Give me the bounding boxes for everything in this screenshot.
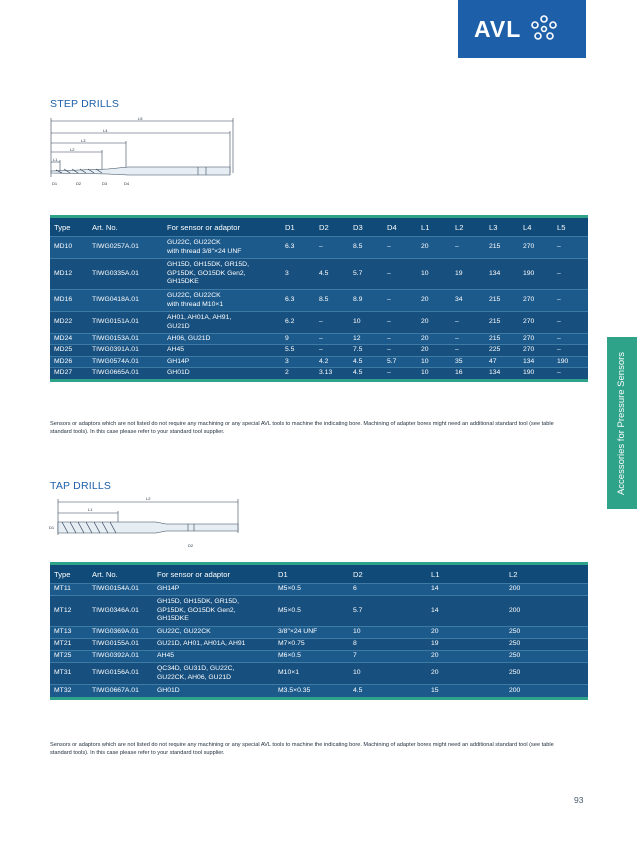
- table-cell: TIWG0155A.01: [88, 639, 153, 651]
- table-cell: MD26: [50, 356, 88, 367]
- table-cell: TIWG0153A.01: [88, 334, 163, 345]
- table-cell: TIWG0346A.01: [88, 596, 153, 627]
- page-number: 93: [574, 795, 584, 805]
- table-cell: 47: [485, 356, 519, 367]
- table-cell: GH14P: [153, 584, 274, 596]
- table-cell: –: [451, 237, 485, 259]
- table-cell: GH14P: [163, 356, 281, 367]
- table-cell: 4.5: [315, 259, 349, 290]
- table-cell: M5×0.5: [274, 596, 349, 627]
- table-cell: MT21: [50, 639, 88, 651]
- table-cell: 215: [485, 237, 519, 259]
- column-header: D2: [315, 217, 349, 237]
- table-cell: GH01D: [163, 368, 281, 380]
- table-header-row: [50, 564, 588, 584]
- table-cell: MD10: [50, 237, 88, 259]
- dim-label-l1: L1: [53, 157, 58, 162]
- table-cell: 134: [485, 259, 519, 290]
- table-cell: 14: [427, 596, 505, 627]
- table-cell: 20: [417, 290, 451, 312]
- table-cell: M10×1: [274, 663, 349, 685]
- table-cell: 8: [349, 639, 427, 651]
- table-cell: MD22: [50, 312, 88, 334]
- table-cell: M7×0.75: [274, 639, 349, 651]
- table-cell: –: [383, 312, 417, 334]
- table-cell: 200: [505, 584, 588, 596]
- table-cell: 5.7: [349, 596, 427, 627]
- column-header: L2: [505, 564, 588, 584]
- table-cell: MD27: [50, 368, 88, 380]
- table-cell: –: [553, 237, 588, 259]
- column-header: L5: [553, 217, 588, 237]
- table-row: [50, 259, 588, 290]
- table-cell: 5.7: [383, 356, 417, 367]
- side-tab-label: Accessories for Pressure Sensors: [616, 351, 628, 495]
- table-cell: –: [315, 312, 349, 334]
- table-cell: 20: [417, 345, 451, 356]
- table-cell: 215: [485, 334, 519, 345]
- table-row: [50, 584, 588, 596]
- column-header: L2: [451, 217, 485, 237]
- table-cell: 10: [417, 368, 451, 380]
- table-cell: –: [553, 334, 588, 345]
- dim-label-l4: L4: [103, 128, 108, 133]
- table-cell: 7: [349, 651, 427, 663]
- table-row: [50, 651, 588, 663]
- table-cell: 19: [427, 639, 505, 651]
- table-row: [50, 237, 588, 259]
- table-row: [50, 663, 588, 685]
- section-side-tab: [607, 337, 637, 509]
- table-cell: 3: [281, 356, 315, 367]
- table-cell: 7.5: [349, 345, 383, 356]
- table-header-row: [50, 217, 588, 237]
- table-cell: 6.2: [281, 312, 315, 334]
- table-cell: 190: [519, 259, 553, 290]
- table-cell: TIWG0154A.01: [88, 584, 153, 596]
- table-cell: –: [383, 345, 417, 356]
- table-cell: 9: [281, 334, 315, 345]
- table-cell: –: [553, 368, 588, 380]
- table-cell: 250: [505, 663, 588, 685]
- table-cell: 5.7: [349, 259, 383, 290]
- table-cell: 20: [417, 237, 451, 259]
- tap-dim-label-d2: D2: [188, 543, 194, 548]
- table-cell: 12: [349, 334, 383, 345]
- table-cell: 215: [485, 312, 519, 334]
- table-cell: TIWG0665A.01: [88, 368, 163, 380]
- logo-text: AVL: [474, 15, 522, 42]
- tap-dim-label-d1: D1: [49, 525, 55, 530]
- table-row: [50, 596, 588, 627]
- table-cell: 20: [427, 627, 505, 639]
- table-cell: 4.5: [349, 685, 427, 699]
- tap-dim-label-l2: L2: [146, 496, 151, 501]
- table-row: [50, 312, 588, 334]
- table-cell: –: [553, 290, 588, 312]
- table-cell: –: [553, 345, 588, 356]
- table-cell: AH45: [153, 651, 274, 663]
- table-cell: 34: [451, 290, 485, 312]
- table-cell: 14: [427, 584, 505, 596]
- table-cell: TIWG0574A.01: [88, 356, 163, 367]
- table-cell: TIWG0257A.01: [88, 237, 163, 259]
- table-cell: 134: [485, 368, 519, 380]
- table-cell: –: [553, 312, 588, 334]
- column-header: L1: [417, 217, 451, 237]
- dim-label-l2: L2: [70, 147, 75, 152]
- tap-drills-table: [50, 562, 588, 700]
- table-cell: GU22C, GU22CK: [153, 627, 274, 639]
- table-cell: 10: [349, 312, 383, 334]
- step-drills-table: [50, 215, 588, 382]
- table-cell: 20: [427, 651, 505, 663]
- avl-logo: [458, 0, 586, 58]
- table-cell: 20: [417, 334, 451, 345]
- table-cell: 3/8"×24 UNF: [274, 627, 349, 639]
- table-cell: –: [451, 334, 485, 345]
- step-drill-drawing: [48, 113, 238, 189]
- table-cell: 2: [281, 368, 315, 380]
- table-row: [50, 334, 588, 345]
- table-cell: 3: [281, 259, 315, 290]
- table-row: [50, 368, 588, 380]
- table-cell: MD16: [50, 290, 88, 312]
- column-header: L1: [427, 564, 505, 584]
- column-header: D1: [274, 564, 349, 584]
- table-cell: 6.3: [281, 237, 315, 259]
- table-cell: 190: [519, 368, 553, 380]
- table-cell: 250: [505, 639, 588, 651]
- table-cell: –: [553, 259, 588, 290]
- table-cell: –: [383, 334, 417, 345]
- table-row: [50, 685, 588, 699]
- table-cell: MD24: [50, 334, 88, 345]
- table-cell: MD25: [50, 345, 88, 356]
- table-cell: MT32: [50, 685, 88, 699]
- step-drills-note: Sensors or adaptors which are not listed do not require any machining or any special AVL tools to machine the indicating bore. Machining of adapter bores might need an additional standard tool (see table standard tools). In this case please refer to your standard tool supplier.: [50, 421, 554, 435]
- tap-drills-note: Sensors or adaptors which are not listed do not require any machining or any special AVL tools to machine the indicating bore. Machining of adapter bores might need an additional standard tool (see table standard tools). In this case please refer to your standard tool supplier.: [50, 742, 554, 756]
- table-cell: 190: [553, 356, 588, 367]
- table-cell: TIWG0335A.01: [88, 259, 163, 290]
- tap-dim-label-l1: L1: [88, 507, 93, 512]
- table-cell: –: [315, 334, 349, 345]
- tap-drills-title: TAP DRILLS: [50, 480, 112, 492]
- table-cell: 200: [505, 596, 588, 627]
- table-cell: GH01D: [153, 685, 274, 699]
- column-header: D2: [349, 564, 427, 584]
- table-cell: 10: [417, 356, 451, 367]
- table-cell: 10: [417, 259, 451, 290]
- table-cell: 200: [505, 685, 588, 699]
- logo-mark-icon: [529, 14, 559, 44]
- table-cell: GU22C, GU22CK with thread 3/8"×24 UNF: [163, 237, 281, 259]
- table-cell: GH15D, GH15DK, GR15D, GP15DK, GO15DK Gen2, GH15DKE: [153, 596, 274, 627]
- table-cell: MD12: [50, 259, 88, 290]
- table-cell: 6: [349, 584, 427, 596]
- table-cell: TIWG0418A.01: [88, 290, 163, 312]
- table-cell: 250: [505, 627, 588, 639]
- table-cell: 10: [349, 663, 427, 685]
- table-cell: GU21D, AH01, AH01A, AH91: [153, 639, 274, 651]
- table-cell: TIWG0667A.01: [88, 685, 153, 699]
- column-header: For sensor or adaptor: [153, 564, 274, 584]
- table-cell: MT25: [50, 651, 88, 663]
- column-header: Type: [50, 217, 88, 237]
- table-cell: 225: [485, 345, 519, 356]
- dim-label-d2: D2: [76, 181, 82, 186]
- table-cell: –: [315, 345, 349, 356]
- table-cell: MT13: [50, 627, 88, 639]
- table-cell: QC34D, GU31D, GU22C, GU22CK, AH06, GU21D: [153, 663, 274, 685]
- column-header: Type: [50, 564, 88, 584]
- table-cell: M6×0.5: [274, 651, 349, 663]
- table-cell: 270: [519, 312, 553, 334]
- table-cell: 134: [519, 356, 553, 367]
- table-cell: AH01, AH01A, AH91, GU21D: [163, 312, 281, 334]
- dim-label-d3: D3: [102, 181, 108, 186]
- table-cell: TIWG0391A.01: [88, 345, 163, 356]
- table-cell: 215: [485, 290, 519, 312]
- table-cell: 270: [519, 237, 553, 259]
- dim-label-d1: D1: [52, 181, 58, 186]
- table-row: [50, 290, 588, 312]
- table-cell: 19: [451, 259, 485, 290]
- table-cell: –: [383, 259, 417, 290]
- table-cell: M5×0.5: [274, 584, 349, 596]
- table-cell: 20: [417, 312, 451, 334]
- table-cell: MT12: [50, 596, 88, 627]
- column-header: Art. No.: [88, 564, 153, 584]
- table-cell: 8.5: [349, 237, 383, 259]
- table-cell: 3.13: [315, 368, 349, 380]
- table-cell: TIWG0151A.01: [88, 312, 163, 334]
- column-header: L4: [519, 217, 553, 237]
- table-cell: M3.5×0.35: [274, 685, 349, 699]
- table-cell: –: [383, 368, 417, 380]
- table-cell: 10: [349, 627, 427, 639]
- table-cell: –: [451, 345, 485, 356]
- table-cell: 4.5: [349, 356, 383, 367]
- column-header: D3: [349, 217, 383, 237]
- table-row: [50, 356, 588, 367]
- table-cell: 5.5: [281, 345, 315, 356]
- column-header: D4: [383, 217, 417, 237]
- table-cell: 16: [451, 368, 485, 380]
- table-cell: 270: [519, 334, 553, 345]
- table-row: [50, 639, 588, 651]
- table-cell: MT11: [50, 584, 88, 596]
- table-cell: 6.3: [281, 290, 315, 312]
- table-cell: TIWG0392A.01: [88, 651, 153, 663]
- dim-label-l5: L5: [138, 116, 143, 121]
- column-header: Art. No.: [88, 217, 163, 237]
- table-cell: 270: [519, 345, 553, 356]
- dim-label-d4: D4: [124, 181, 130, 186]
- table-cell: AH06, GU21D: [163, 334, 281, 345]
- table-cell: 35: [451, 356, 485, 367]
- dim-label-l3: L3: [81, 138, 86, 143]
- table-cell: AH45: [163, 345, 281, 356]
- table-cell: 8.9: [349, 290, 383, 312]
- table-cell: 270: [519, 290, 553, 312]
- table-cell: 20: [427, 663, 505, 685]
- table-cell: GH15D, GH15DK, GR15D, GP15DK, GO15DK Gen2, GH15DKE: [163, 259, 281, 290]
- table-row: [50, 345, 588, 356]
- table-cell: 8.5: [315, 290, 349, 312]
- tap-drill-drawing: [48, 495, 248, 553]
- table-cell: –: [383, 290, 417, 312]
- table-cell: –: [315, 237, 349, 259]
- column-header: D1: [281, 217, 315, 237]
- table-cell: 15: [427, 685, 505, 699]
- table-cell: 4.5: [349, 368, 383, 380]
- column-header: For sensor or adaptor: [163, 217, 281, 237]
- column-header: L3: [485, 217, 519, 237]
- step-drills-title: STEP DRILLS: [50, 98, 120, 110]
- table-cell: –: [451, 312, 485, 334]
- table-cell: TIWG0156A.01: [88, 663, 153, 685]
- table-cell: 4.2: [315, 356, 349, 367]
- table-cell: TIWG0369A.01: [88, 627, 153, 639]
- table-row: [50, 627, 588, 639]
- table-cell: GU22C, GU22CK with thread M10×1: [163, 290, 281, 312]
- table-cell: MT31: [50, 663, 88, 685]
- table-cell: 250: [505, 651, 588, 663]
- table-cell: –: [383, 237, 417, 259]
